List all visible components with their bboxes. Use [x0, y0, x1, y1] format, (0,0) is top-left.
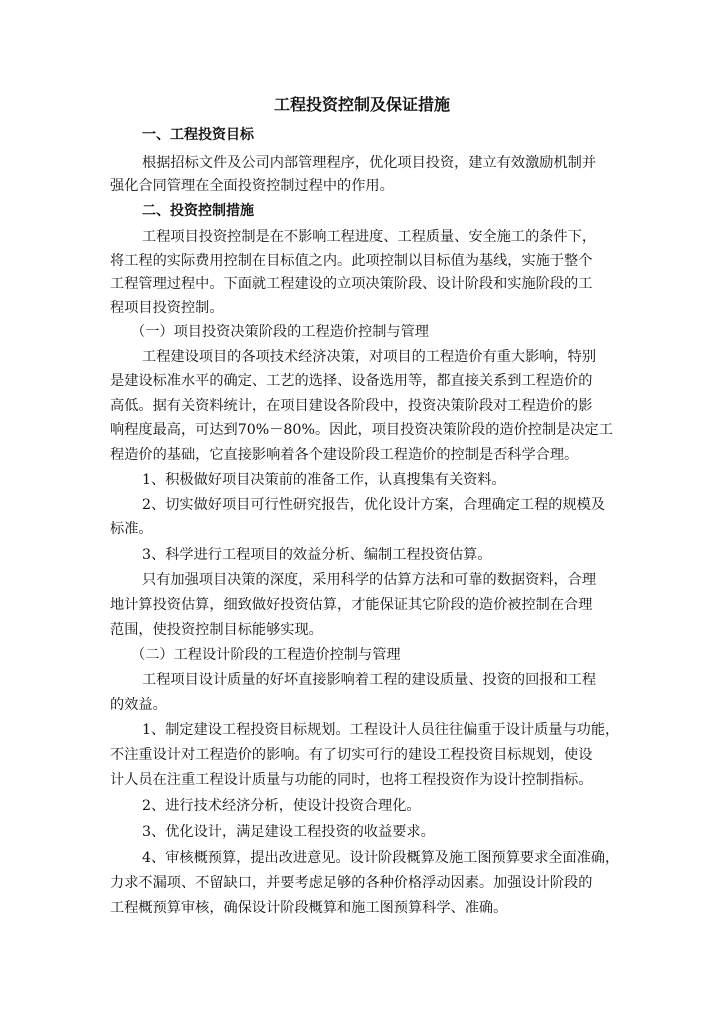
subsection2-item: 3、优化设计，满足建设工程投资的收益要求。: [142, 824, 435, 840]
section2-heading: 二、投资控制措施: [142, 203, 254, 219]
subsection2-item: 2、进行技术经济分析，使设计投资合理化。: [142, 798, 421, 814]
subsection2-item: 工程概预算审核，确保设计阶段概算和施工图预算科学、准确。: [110, 900, 508, 916]
section2-intro-line: 工程管理过程中。下面就工程建设的立项决策阶段、设计阶段和实施阶段的工: [110, 276, 593, 292]
section2-intro-line: 将工程的实际费用控制在目标值之内。此项控制以目标值为基线，实施于整个: [110, 253, 593, 269]
subsection2-item: 力求不漏项、不留缺口，并要考虑足够的各种价格浮动因素。加强设计阶段的: [110, 875, 593, 891]
subsection1-heading: （一）项目投资决策阶段的工程造价控制与管理: [131, 324, 429, 340]
section2-intro-line: 程项目投资控制。: [110, 300, 224, 316]
subsection1-closing-line: 地计算投资估算，细致做好投资估算，才能保证其它阶段的造价被控制在合理: [110, 597, 593, 613]
subsection1-closing-line: 只有加强项目决策的深度，采用科学的估算方法和可靠的数据资料，合理: [142, 572, 597, 588]
subsection1-para-line: 是建设标准水平的确定、工艺的选择、设备选用等，都直接关系到工程造价的: [110, 373, 593, 389]
subsection1-item: 标准。: [110, 521, 153, 537]
subsection1-closing-line: 范围，使投资控制目标能够实现。: [110, 622, 323, 638]
subsection1-para-line: 程造价的基础，它直接影响着各个建设阶段工程造价的控制是否科学合理。: [110, 447, 579, 463]
subsection2-heading: （二）工程设计阶段的工程造价控制与管理: [131, 647, 401, 663]
subsection2-item: 计人员在注重工程设计质量与功能的同时，也将工程投资作为设计控制指标。: [110, 772, 593, 788]
subsection1-para-line: 高低。据有关资料统计，在项目建设各阶段中，投资决策阶段对工程造价的影: [110, 398, 593, 414]
subsection1-para-line: 响程度最高，可达到70%－80%。因此，项目投资决策阶段的造价控制是决定工: [110, 422, 613, 438]
subsection2-item: 4、审核概预算，提出改进意见。设计阶段概算及施工图预算要求全面准确，: [142, 850, 620, 866]
subsection2-para-line: 的效益。: [110, 697, 167, 713]
subsection1-para-line: 工程建设项目的各项技术经济决策，对项目的工程造价有重大影响，特别: [142, 349, 597, 365]
section1-line: 根据招标文件及公司内部管理程序，优化项目投资，建立有效激励机制并: [142, 155, 597, 171]
subsection1-item: 3、科学进行工程项目的效益分析、编制工程投资估算。: [142, 547, 492, 563]
document-title: 工程投资控制及保证措施: [273, 95, 450, 114]
subsection2-para-line: 工程项目设计质量的好坏直接影响着工程的建设质量、投资的回报和工程: [142, 672, 597, 688]
section2-intro-line: 工程项目投资控制是在不影响工程进度、工程质量、安全施工的条件下，: [142, 229, 597, 245]
subsection2-item: 不注重设计对工程造价的影响。有了切实可行的建设工程投资目标规划，使设: [110, 747, 593, 763]
subsection1-item: 1、积极做好项目决策前的准备工作，认真搜集有关资料。: [142, 472, 506, 488]
subsection1-item: 2、切实做好项目可行性研究报告，优化设计方案，合理确定工程的规模及: [142, 497, 606, 513]
subsection2-item: 1、制定建设工程投资目标规划。工程设计人员往往偏重于设计质量与功能，: [142, 722, 620, 738]
section1-heading: 一、工程投资目标: [142, 127, 254, 143]
section1-line: 强化合同管理在全面投资控制过程中的作用。: [110, 178, 394, 194]
